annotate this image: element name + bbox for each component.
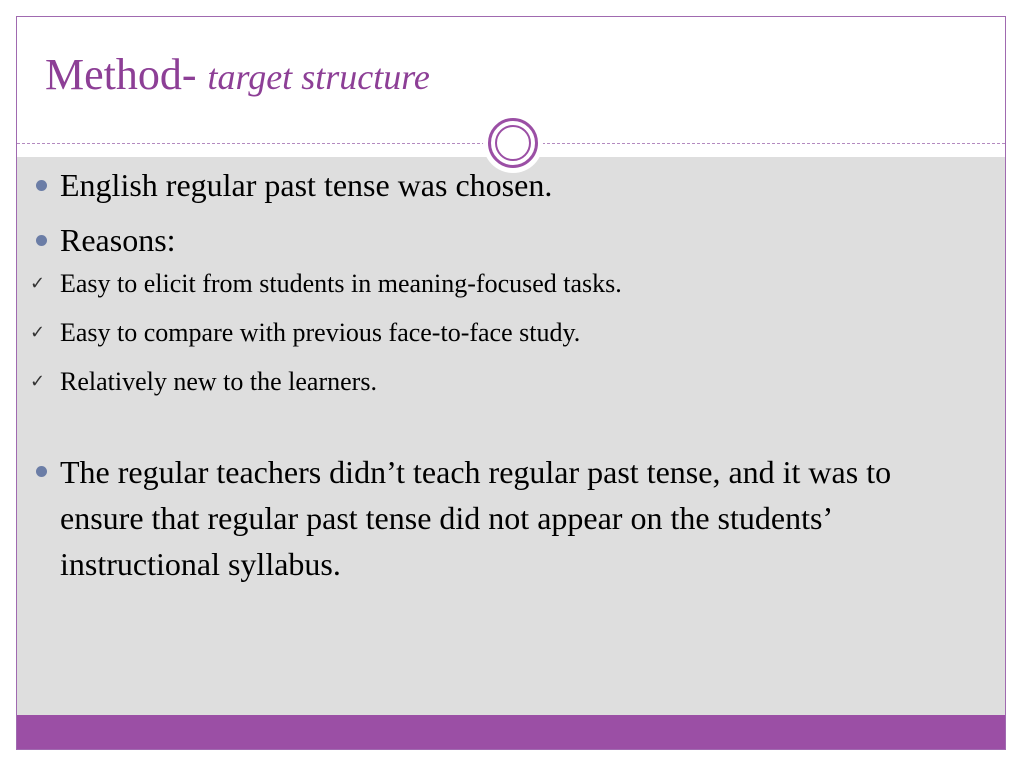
slide-title-sub: target structure (207, 57, 430, 97)
check-item-text: Relatively new to the learners. (60, 367, 377, 396)
slide-title (45, 50, 430, 99)
bullet-list (30, 166, 960, 587)
checkmark-icon: ✓ (30, 322, 46, 343)
bullet-dot-icon (36, 180, 47, 191)
bullet-dot-icon (36, 235, 47, 246)
footer-bar (17, 715, 1005, 750)
check-item-text: Easy to elicit from students in meaning-focused tasks. (60, 269, 622, 298)
slide-title-main: Method- (45, 50, 197, 99)
checkmark-icon: ✓ (30, 371, 46, 392)
check-item-text: Easy to compare with previous face-to-face study. (60, 318, 581, 347)
check-item-elicit (30, 269, 960, 299)
bullet-item-reasons (30, 221, 960, 259)
bullet-dot-icon (36, 466, 47, 477)
bullet-item-teachers (30, 449, 960, 587)
bullet-text: Reasons: (60, 222, 176, 258)
check-item-new (30, 367, 960, 397)
check-item-compare (30, 318, 960, 348)
checkmark-icon: ✓ (30, 273, 46, 294)
circle-ornament-inner (495, 125, 531, 161)
bullet-item-chosen (30, 166, 960, 204)
bullet-text: The regular teachers didn’t teach regular past tense, and it was to ensure that regular past tense did not appear on the students’ instructional syllabus. (60, 454, 892, 582)
bullet-text: English regular past tense was chosen. (60, 167, 553, 203)
